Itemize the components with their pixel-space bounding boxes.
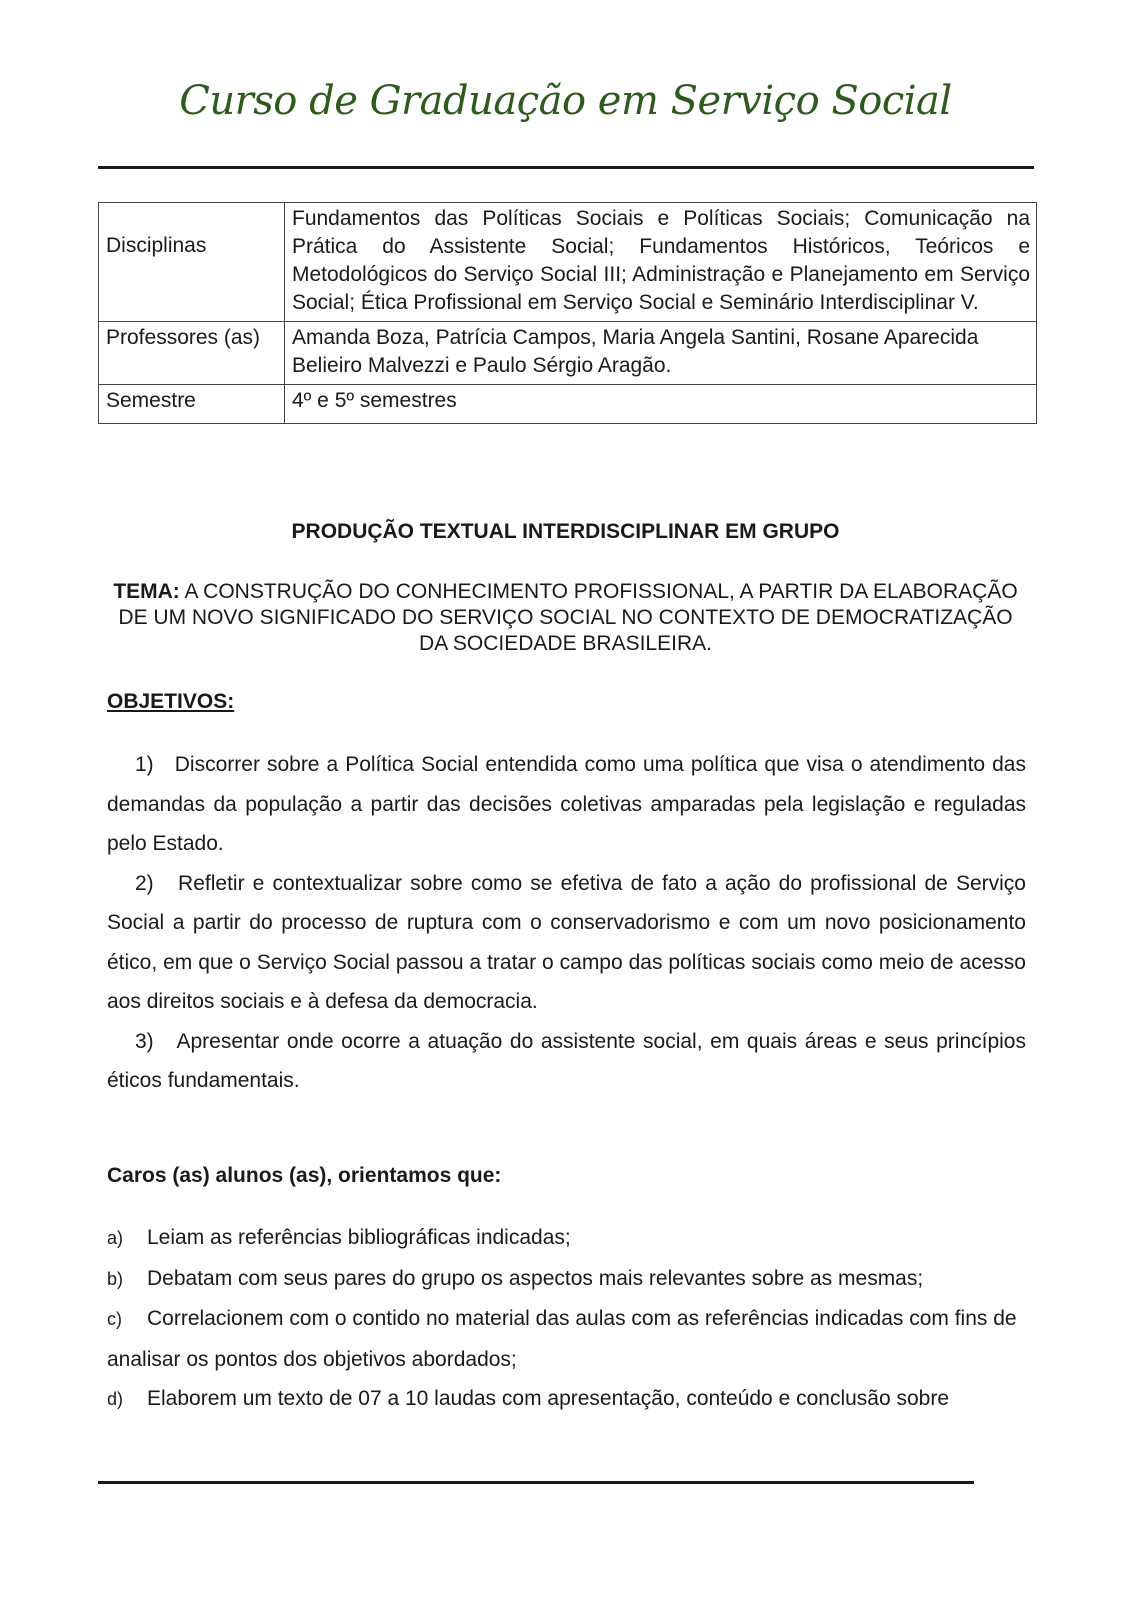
item-marker: d): [107, 1389, 124, 1409]
header-divider: [98, 166, 1034, 169]
orientacoes-list: [107, 1218, 1026, 1420]
list-item: [107, 1218, 1026, 1259]
item-text: Elaborem um texto de 07 a 10 laudas com apresentação, conteúdo e conclusão sobre: [147, 1387, 950, 1410]
item-text: Correlacionem com o contido no material das aulas com as referências indicadas com fins de analisar os pontos dos objetivos abordados;: [107, 1307, 1017, 1371]
item-text: Discorrer sobre a Política Social entendida como uma política que visa o atendimento das demandas da população a partir das decisões coletivas amparadas pela legislação e reguladas pelo Estado.: [107, 753, 1026, 855]
list-item: [107, 1379, 1026, 1420]
item-text: Leiam as referências bibliográficas indicadas;: [147, 1226, 571, 1249]
orientacoes-title: Caros (as) alunos (as), orientamos que:: [107, 1164, 502, 1187]
tema-label: TEMA:: [113, 580, 180, 603]
list-item: [107, 1259, 1026, 1300]
item-marker: c): [107, 1309, 122, 1329]
item-number: 1): [135, 753, 154, 776]
row-label-disciplinas: Disciplinas: [106, 234, 207, 257]
tema-block: [105, 579, 1026, 657]
list-item: [107, 1299, 1026, 1379]
row-value-professores: Amanda Boza, Patrícia Campos, Maria Angela Santini, Rosane Aparecida Belieiro Malvezzi e Paulo Sérgio Aragão.: [285, 322, 1037, 385]
list-item: [107, 1022, 1026, 1101]
course-info-table: [98, 202, 1037, 424]
item-number: 3): [135, 1029, 154, 1053]
objetivos-list: [107, 745, 1026, 1101]
table-row: [99, 322, 1037, 385]
list-item: [107, 745, 1026, 864]
row-label-professores: Professores (as): [99, 322, 285, 385]
item-text: Debatam com seus pares do grupo os aspectos mais relevantes sobre as mesmas;: [147, 1266, 924, 1290]
section-heading: PRODUÇÃO TEXTUAL INTERDISCIPLINAR EM GRUPO: [291, 520, 840, 543]
item-text: Refletir e contextualizar sobre como se efetiva de fato a ação do profissional de Serviço Social a partir do processo de ruptura com o conservadorismo e com um novo posicionamento ético, em que o Serviço Social passou a tratar o campo das políticas sociais como meio de acesso aos direitos sociais e à defesa da democracia.: [107, 871, 1026, 1013]
table-row: [99, 203, 1037, 322]
tema-text: A CONSTRUÇÃO DO CONHECIMENTO PROFISSIONAL, A PARTIR DA ELABORAÇÃO DE UM NOVO SIGNIFICADO DO SERVIÇO SOCIAL NO CONTEXTO DE DEMOCRATIZAÇÃO DA SOCIEDADE BRASILEIRA.: [118, 580, 1018, 655]
row-value-disciplinas: Fundamentos das Políticas Sociais e Políticas Sociais; Comunicação na Prática do Assistente Social; Fundamentos Históricos, Teóricos e Metodológicos do Serviço Social III; Administração e Planejamento em Serviço Social; Ética Profissional em Serviço Social e Seminário Interdisciplinar V.: [285, 203, 1037, 322]
item-text: Apresentar onde ocorre a atuação do assistente social, em quais áreas e seus princípios éticos fundamentais.: [107, 1029, 1026, 1092]
row-label-semestre: Semestre: [99, 385, 285, 424]
item-number: 2): [135, 871, 154, 895]
row-value-semestre: 4º e 5º semestres: [285, 385, 1037, 424]
item-marker: a): [107, 1228, 124, 1248]
footer-divider: [98, 1481, 974, 1484]
table-row: [99, 385, 1037, 424]
page-title: Curso de Graduação em Serviço Social: [179, 78, 952, 124]
list-item: [107, 864, 1026, 1022]
objetivos-title: OBJETIVOS:: [107, 690, 235, 713]
item-marker: b): [107, 1268, 124, 1289]
